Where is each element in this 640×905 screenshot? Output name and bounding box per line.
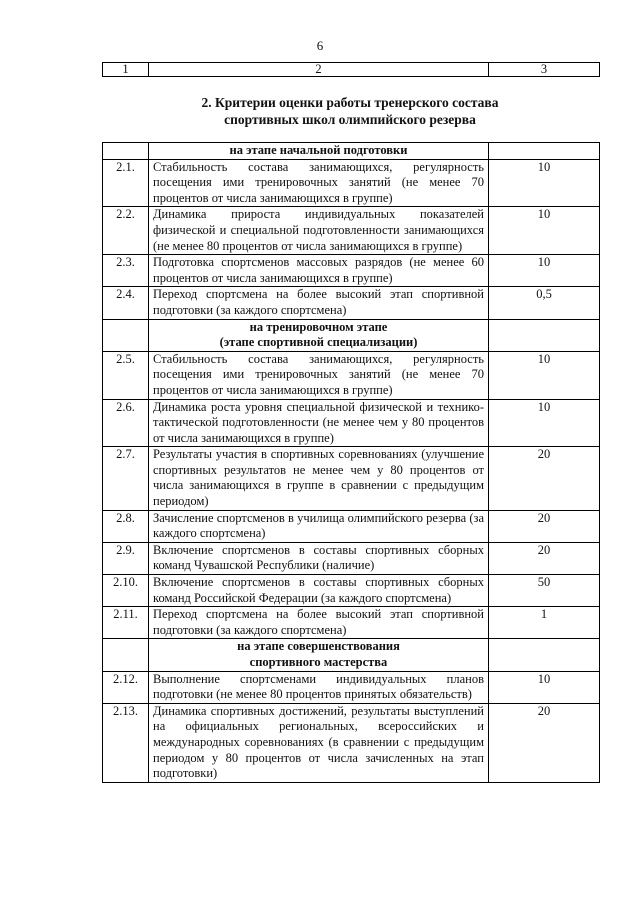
empty-cell bbox=[103, 143, 149, 160]
criterion-row bbox=[103, 287, 600, 319]
empty-cell bbox=[489, 319, 600, 351]
header-row bbox=[103, 63, 600, 77]
criterion-score: 10 bbox=[489, 671, 600, 703]
criterion-score: 10 bbox=[489, 351, 600, 399]
criterion-score: 0,5 bbox=[489, 287, 600, 319]
column-number-header bbox=[102, 62, 600, 77]
criterion-description: Динамика спортивных достижений, результаты выступлений на официальных региональных, всероссийских и международных соревнованиях (в сравнении с предыдущим периодом у 80 процентов от числа зачисленных на этап подготовки) bbox=[149, 703, 489, 782]
criterion-number: 2.9. bbox=[103, 542, 149, 574]
criterion-row bbox=[103, 351, 600, 399]
criterion-description: Зачисление спортсменов в училища олимпийского резерва (за каждого спортсмена) bbox=[149, 510, 489, 542]
stage-heading-line: на тренировочном этапе bbox=[249, 319, 388, 334]
stage-header-row bbox=[103, 143, 600, 160]
criterion-row bbox=[103, 255, 600, 287]
criterion-row bbox=[103, 703, 600, 782]
criterion-number: 2.8. bbox=[103, 510, 149, 542]
criterion-number: 2.13. bbox=[103, 703, 149, 782]
criterion-description: Выполнение спортсменами индивидуальных планов подготовки (не менее 80 процентов принятых обязательств) bbox=[149, 671, 489, 703]
criterion-row bbox=[103, 542, 600, 574]
stage-heading-line: на этапе начальной подготовки bbox=[229, 143, 408, 157]
criterion-score: 20 bbox=[489, 447, 600, 510]
stage-heading bbox=[149, 639, 489, 671]
criterion-description: Динамика прироста индивидуальных показателей физической и специальной подготовленности занимающихся (не менее 80 процентов от числа занимающихся в группе) bbox=[149, 207, 489, 255]
section-title bbox=[100, 94, 600, 128]
empty-cell bbox=[489, 143, 600, 160]
section-title-line-2: спортивных школ олимпийского резерва bbox=[224, 112, 476, 127]
criterion-description: Стабильность состава занимающихся, регулярность посещения ими тренировочных занятий (не менее 70 процентов от числа занимающихся в группе) bbox=[149, 351, 489, 399]
criterion-number: 2.4. bbox=[103, 287, 149, 319]
criterion-score: 10 bbox=[489, 255, 600, 287]
criterion-score: 10 bbox=[489, 399, 600, 447]
stage-heading-line: на этапе совершенствования bbox=[237, 639, 400, 654]
criterion-description: Включение спортсменов в составы спортивных сборных команд Российской Федерации (за каждого спортсмена) bbox=[149, 575, 489, 607]
stage-heading-line: (этапе спортивной специализации) bbox=[219, 335, 418, 350]
criterion-row bbox=[103, 399, 600, 447]
criterion-row bbox=[103, 447, 600, 510]
criterion-number: 2.5. bbox=[103, 351, 149, 399]
criterion-row bbox=[103, 510, 600, 542]
empty-cell bbox=[103, 319, 149, 351]
criteria-table bbox=[102, 142, 600, 783]
column-number-2: 2 bbox=[149, 63, 489, 77]
criterion-score: 1 bbox=[489, 607, 600, 639]
criterion-number: 2.10. bbox=[103, 575, 149, 607]
page-number: 6 bbox=[316, 38, 324, 53]
criterion-number: 2.3. bbox=[103, 255, 149, 287]
criterion-description: Результаты участия в спортивных соревнованиях (улучшение спортивных результатов не менее чем у 80 процентов от числа занимающихся в группе в сравнении с предыдущим периодом) bbox=[149, 447, 489, 510]
column-number-1: 1 bbox=[103, 63, 149, 77]
criterion-number: 2.6. bbox=[103, 399, 149, 447]
criterion-description: Переход спортсмена на более высокий этап спортивной подготовки (за каждого спортсмена) bbox=[149, 287, 489, 319]
criterion-row bbox=[103, 159, 600, 207]
criterion-number: 2.12. bbox=[103, 671, 149, 703]
criterion-score: 10 bbox=[489, 159, 600, 207]
criterion-description: Динамика роста уровня специальной физической и технико-тактической подготовленности (не менее чем у 80 процентов от числа занимающихся в группе) bbox=[149, 399, 489, 447]
criterion-description: Стабильность состава занимающихся, регулярность посещения ими тренировочных занятий (не менее 70 процентов от числа занимающихся в группе) bbox=[149, 159, 489, 207]
criterion-score: 20 bbox=[489, 510, 600, 542]
criterion-number: 2.2. bbox=[103, 207, 149, 255]
stage-heading bbox=[149, 319, 489, 351]
column-number-3: 3 bbox=[489, 63, 600, 77]
stage-header-row bbox=[103, 319, 600, 351]
stage-header-row bbox=[103, 639, 600, 671]
stage-heading-line: спортивного мастерства bbox=[249, 655, 388, 669]
stage-heading bbox=[149, 143, 489, 160]
criterion-description: Переход спортсмена на более высокий этап спортивной подготовки (за каждого спортсмена) bbox=[149, 607, 489, 639]
criterion-description: Включение спортсменов в составы спортивных сборных команд Чувашской Республики (наличие) bbox=[149, 542, 489, 574]
criterion-score: 50 bbox=[489, 575, 600, 607]
criterion-description: Подготовка спортсменов массовых разрядов (не менее 60 процентов от числа занимающихся в группе) bbox=[149, 255, 489, 287]
criterion-row bbox=[103, 207, 600, 255]
criterion-score: 10 bbox=[489, 207, 600, 255]
empty-cell bbox=[103, 639, 149, 671]
criterion-score: 20 bbox=[489, 703, 600, 782]
criterion-row bbox=[103, 671, 600, 703]
criterion-row bbox=[103, 607, 600, 639]
empty-cell bbox=[489, 639, 600, 671]
criterion-score: 20 bbox=[489, 542, 600, 574]
criterion-number: 2.1. bbox=[103, 159, 149, 207]
criterion-row bbox=[103, 575, 600, 607]
criterion-number: 2.11. bbox=[103, 607, 149, 639]
criterion-number: 2.7. bbox=[103, 447, 149, 510]
section-title-line-1: 2. Критерии оценки работы тренерского состава bbox=[201, 95, 499, 110]
